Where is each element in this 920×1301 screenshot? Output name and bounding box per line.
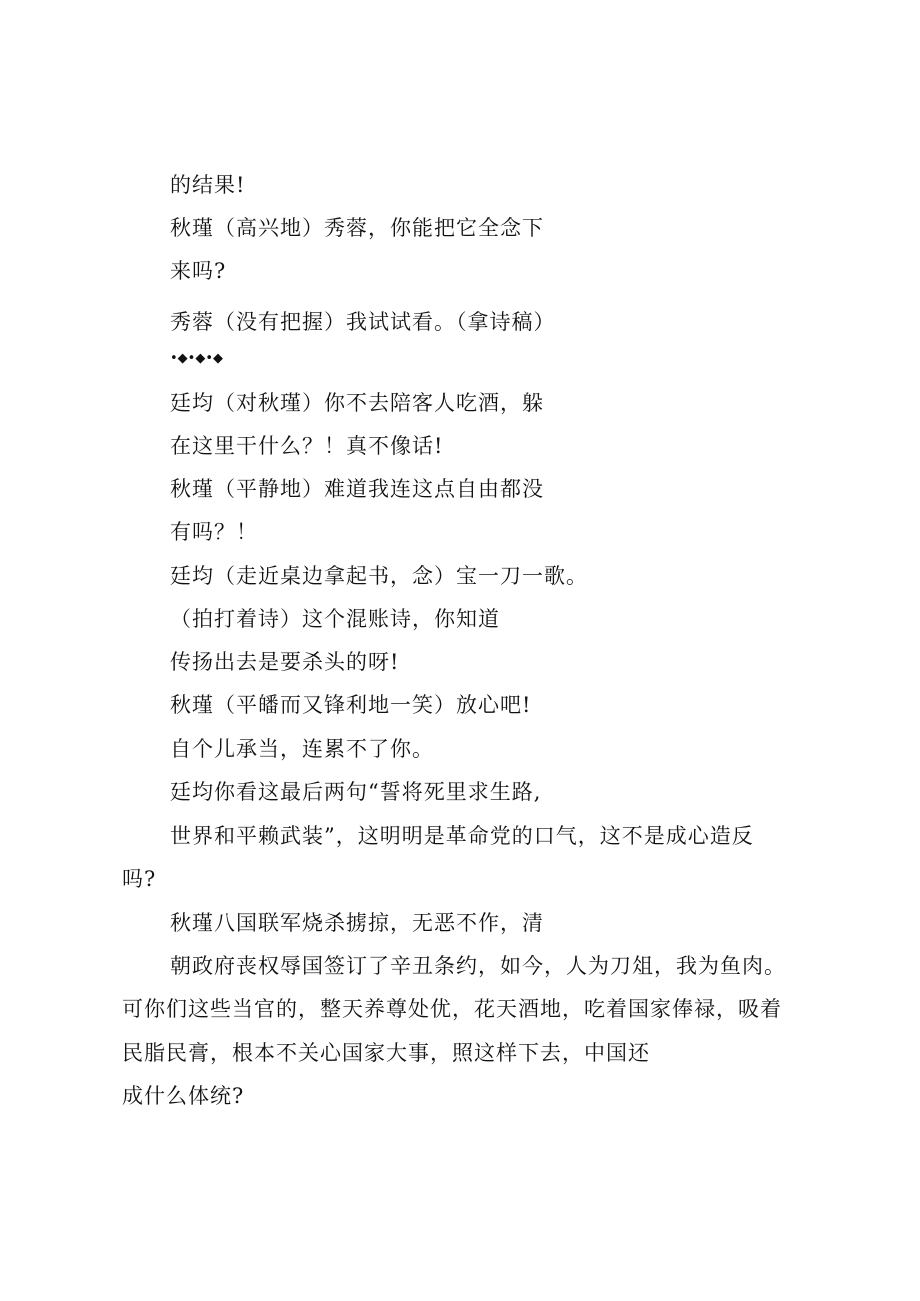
text-line-16: 吗?	[122, 867, 157, 891]
text-line-10: （拍打着诗）这个混账诗，你知道	[170, 607, 500, 631]
text-line-15: 世界和平赖武装”，这明明是革命党的口气，这不是成心造反	[170, 824, 754, 848]
text-line-8: 有吗？！	[170, 520, 258, 544]
text-line-14: 廷均你看这最后两句“誓将死里求生路,	[170, 780, 542, 804]
text-line-18: 朝政府丧权辱国签订了辛丑条约，如今，人为刀俎，我为鱼肉。	[170, 954, 786, 978]
text-line-5: 廷均（对秋瑾）你不去陪客人吃酒，躲	[170, 391, 544, 415]
text-line-20: 民脂民膏，根本不关心国家大事，照这样下去，中国还	[122, 1041, 650, 1065]
text-line-2: 秋瑾（高兴地）秀蓉，你能把它全念下	[170, 216, 544, 240]
text-line-9: 廷均（走近桌边拿起书，念）宝一刀一歌。	[170, 564, 588, 588]
text-line-3: 来吗?	[170, 259, 227, 283]
text-line-4: 秀蓉（没有把握）我试试看。（拿诗稿）	[170, 310, 556, 334]
section-divider-ornament: •◆•◆•◆	[170, 351, 223, 366]
text-line-19: 可你们这些当官的，整天养尊处优，花天酒地，吃着国家俸禄，吸着	[122, 997, 782, 1021]
text-line-13: 自个儿承当，连累不了你。	[170, 737, 434, 761]
text-line-1: 的结果!	[170, 173, 246, 197]
text-line-21: 成什么体统?	[122, 1084, 245, 1108]
text-line-7: 秋瑾（平静地）难道我连这点自由都没	[170, 477, 544, 501]
text-line-17: 秋瑾八国联军烧杀掳掠，无恶不作，清	[170, 911, 544, 935]
text-line-6: 在这里干什么？！真不像话!	[170, 434, 444, 458]
text-line-11: 传扬出去是要杀头的呀!	[170, 650, 400, 674]
text-line-12: 秋瑾（平皤而又锋利地一笑）放心吧!	[170, 693, 532, 717]
